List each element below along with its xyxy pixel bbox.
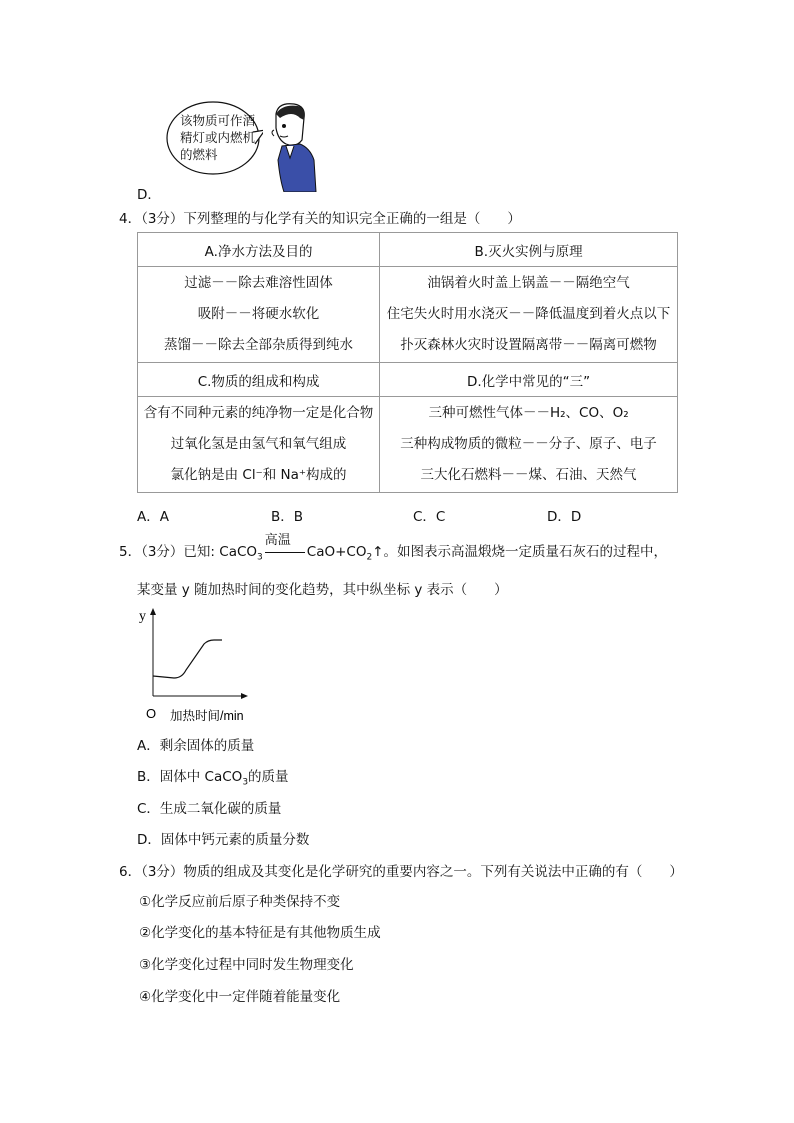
q4-option-d[interactable]: D．D [547,509,582,525]
cell-line: 油锅着火时盖上锅盖－－隔绝空气 [427,275,630,291]
q5-option-b[interactable] [137,765,289,788]
q5-option-b-text: B．固体中 CaCO [137,769,243,785]
trend-curve [153,640,222,678]
cell-line: 吸附－－将硬水软化 [197,306,320,322]
cell-line: 含有不同种元素的纯净物一定是化合物 [143,405,374,421]
reaction-arrow-line [265,552,305,553]
cell-c-head: C.物质的组成和构成 [138,363,380,397]
cell-line: 过氧化氢是由氢气和氧气组成 [170,436,347,452]
q6-stem: 6．（3分）物质的组成及其变化是化学研究的重要内容之一。下列有关说法中正确的有（ ） [119,864,683,880]
q5-stem-suffix: ↑。如图表示高温煅烧一定质量石灰石的过程中， [372,544,668,560]
q4-option-b[interactable]: B．B [271,509,304,525]
cartoon-man-image [268,100,318,192]
q5-stem-line2: 某变量 y 随加热时间的变化趋势，其中纵坐标 y 表示（ ） [137,582,508,598]
q5-option-d[interactable]: D．固体中钙元素的质量分数 [137,832,310,848]
q4-option-a[interactable]: A．A [137,509,169,525]
q4-knowledge-table [137,232,678,493]
cell-line: 三种可燃性气体－－H₂、CO、O₂ [428,405,629,421]
heat-condition [263,533,307,560]
q6-item-1: ①化学反应前后原子种类保持不变 [139,894,341,910]
graph-origin-label: O [146,706,157,721]
q4-option-c[interactable]: C．C [413,509,446,525]
q5-stem-prefix: 5．（3分）已知: CaCO [119,544,258,560]
q5-option-b-sub: 3 [242,777,249,788]
q6-item-4: ④化学变化中一定伴随着能量变化 [139,989,341,1005]
cell-line: 蒸馏－－除去全部杂质得到纯水 [164,337,354,353]
cell-d-body [380,397,678,493]
q3-option-d: D． [137,187,161,203]
cell-b-head: B.灭火实例与原理 [380,233,678,267]
cell-line: 扑灭森林火灾时设置隔离带－－隔离可燃物 [400,337,657,353]
q5-option-a[interactable]: A．剩余固体的质量 [137,738,255,754]
x-axis-arrow [241,693,248,699]
cell-line: 过滤－－除去难溶性固体 [184,275,333,291]
q6-item-2: ②化学变化的基本特征是有其他物质生成 [139,925,381,941]
q5-sub2: 2 [366,552,373,563]
q5-stem-line1 [119,533,668,563]
graph-y-label: y [139,609,146,624]
speech-bubble-text: 该物质可作酒精灯或内燃机的燃料 [180,113,256,162]
heat-condition-label: 高温 [264,533,291,548]
cell-line: 三大化石燃料－－煤、石油、天然气 [420,467,637,483]
cell-a-head: A.净水方法及目的 [138,233,380,267]
q5-option-c[interactable]: C．生成二氧化碳的质量 [137,801,282,817]
cell-line: 三种构成物质的微粒－－分子、原子、电子 [400,436,657,452]
cell-c-body [138,397,380,493]
cell-line: 住宅失火时用水浇灭－－降低温度到着火点以下 [386,306,671,322]
q5-stem-after: CaO+CO [306,544,367,560]
graph-x-label: 加热时间/min [170,709,244,723]
cell-d-head: D.化学中常见的“三” [380,363,678,397]
cell-line: 氯化钠是由 Cl⁻和 Na⁺构成的 [170,467,347,483]
q5-sub3: 3 [257,552,263,563]
q4-stem: 4．（3分）下列整理的与化学有关的知识完全正确的一组是（ ） [119,211,521,227]
q5-graph [138,604,268,724]
cell-a-body [138,267,380,363]
cell-b-body [380,267,678,363]
q6-item-3: ③化学变化过程中同时发生物理变化 [139,957,354,973]
q5-option-b-tail: 的质量 [248,769,289,785]
y-axis-arrow [150,608,156,615]
